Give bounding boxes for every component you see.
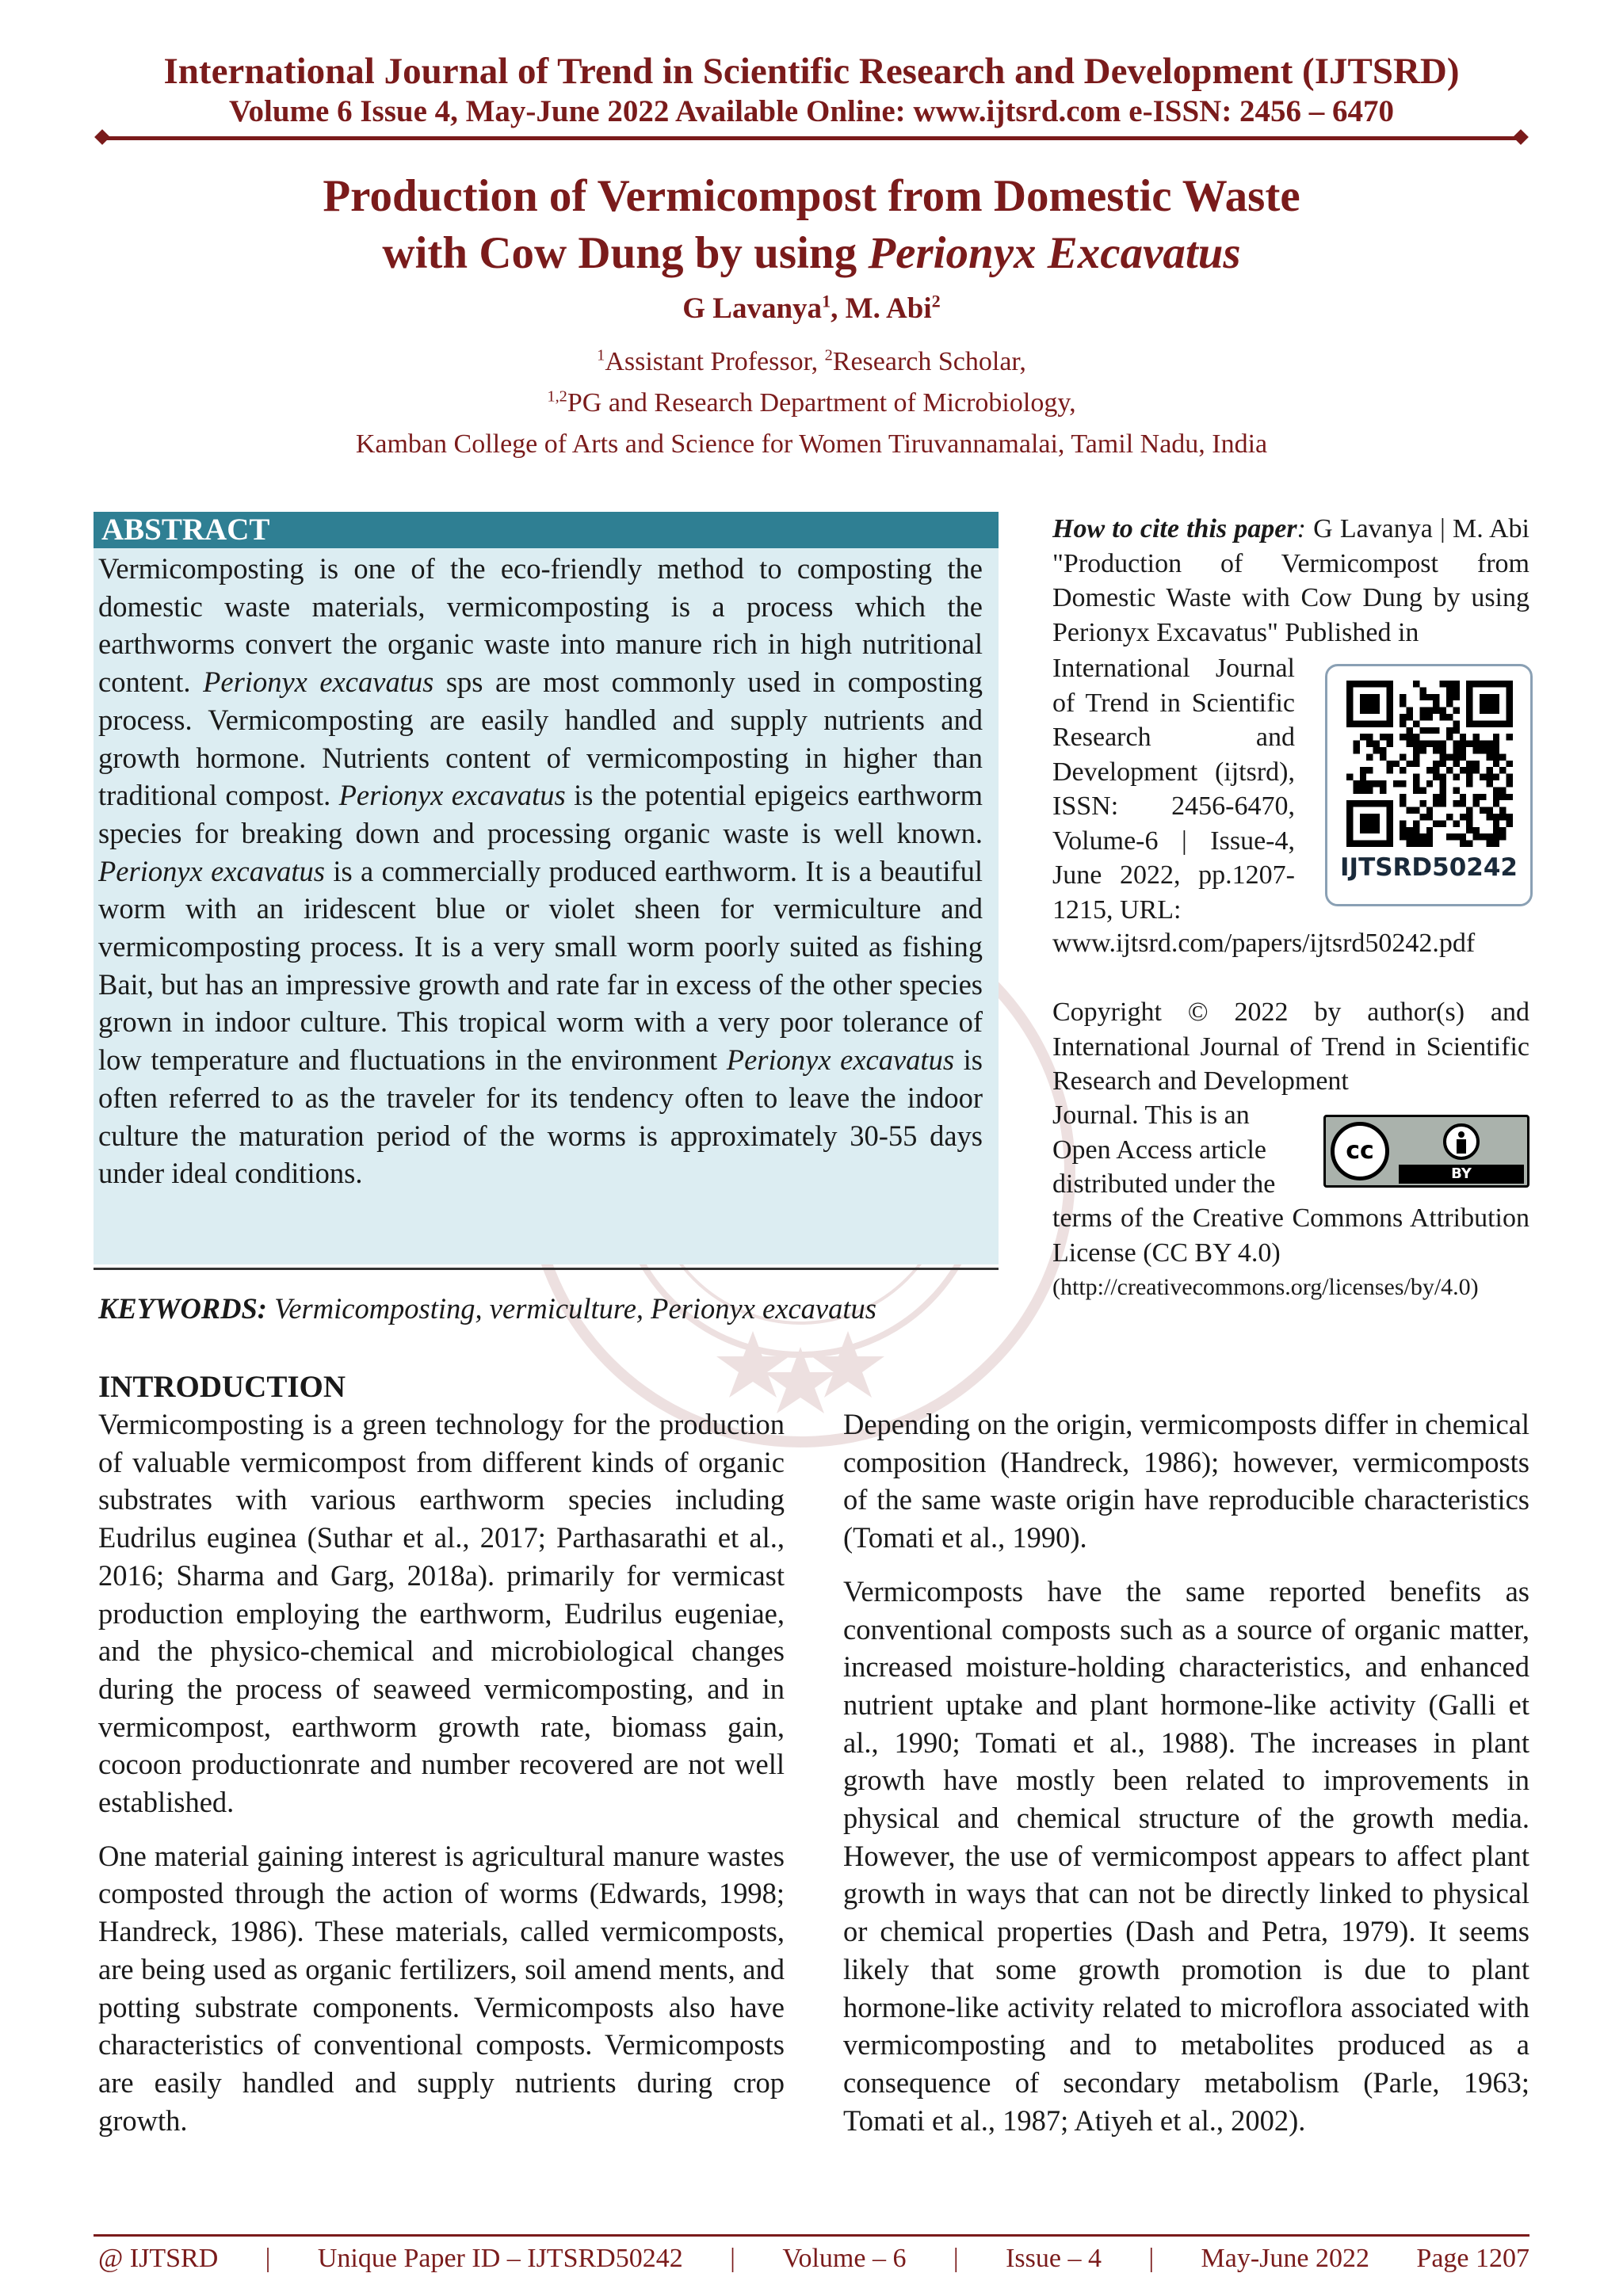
affil-department: PG and Research Department of Microbiology, (567, 388, 1076, 418)
affil-mark-2: 2 (824, 346, 833, 364)
intro-paragraph: One material gaining interest is agricultural manure wastes composted through the action of worms (Edwards, 1998; Handreck, 1986). These materials, called vermicomposts, are being used as organic fertilizers, soil amend ments, and potting substrate components. Vermicomposts also have characteristics of conventional composts. Vermicomposts are easily handled and supply nutrients during crop growth. (98, 1839, 785, 2137)
footer-sep: | (953, 2244, 959, 2273)
abstract-text-1: Vermicomposting is one of the eco-friendly method to composting the domestic waste materials, vermicomposting is a process which the earthworms convert the organic waste into manure rich in high nutritional content. (98, 552, 983, 699)
paper-title-species: Perionyx Excavatus (868, 228, 1241, 278)
author-1: G Lavanya (682, 292, 823, 325)
footer-sep: | (730, 2244, 735, 2273)
footer-sep: | (1148, 2244, 1155, 2273)
cc-icon: cc (1331, 1122, 1389, 1180)
journal-header (0, 49, 1623, 130)
footer-divider (94, 2234, 1529, 2237)
journal-issue-line: Volume 6 Issue 4, May-June 2022 Available Online: www.ijtsrd.com e-ISSN: 2456 – 6470 (228, 94, 1395, 128)
citation-intro (1052, 512, 1529, 650)
abstract-box (94, 512, 999, 1264)
author-1-affil-mark: 1 (822, 291, 831, 311)
footer-issue: Issue – 4 (1006, 2244, 1102, 2273)
author-2: M. Abi (845, 292, 932, 325)
affil-mark-1: 1 (597, 346, 605, 364)
author-line (0, 292, 1623, 326)
citation-colon: : (1296, 514, 1306, 543)
paper-title-line1: Production of Vermicompost from Domestic Waste (323, 171, 1300, 221)
qr-paper-id: IJTSRD50242 (1340, 853, 1518, 882)
qr-code-icon (1346, 681, 1513, 847)
citation-label: How to cite this paper (1052, 514, 1297, 543)
copyright-license: terms of the Creative Commons Attribution License (CC BY 4.0) (1052, 1203, 1529, 1268)
footer-paper-id: Unique Paper ID – IJTSRD50242 (317, 2244, 683, 2273)
intro-left-column (98, 1405, 785, 2155)
header-divider (103, 136, 1520, 140)
abstract-text-3: is the potential epigeics earthworm species for breaking down and processing organic waste is well known. (98, 779, 983, 849)
affiliation-line-2 (0, 388, 1623, 418)
author-2-affil-mark: 2 (931, 291, 941, 311)
abstract-text-2: sps are most commonly used in composting process. Vermicomposting are easily handled and supply nutrients and growth hormone. Nutrients content of vermicomposting in higher than traditional compost. (98, 666, 983, 812)
abstract-text-4: is a commercially produced earthworm. It is a beautiful worm with an iridescent blue or violet sheen for vermiculture and vermicomposting process. It is a very small worm poorly suited as fishing Bait, but has an impressive growth and rate far in excess of the other species grown in indoor culture. This tropical worm with a very poor tolerance of low temperature and fluctuations in the environment (98, 854, 983, 1077)
citation-url[interactable]: www.ijtsrd.com/papers/ijtsrd50242.pdf (1052, 929, 1476, 958)
copyright-open-access: Journal. This is an Open Access article distributed under the (1052, 1100, 1276, 1199)
abstract-divider (94, 1268, 999, 1270)
footer-page-number: Page 1207 (1416, 2244, 1529, 2273)
cc-by-label: BY (1399, 1165, 1524, 1184)
cc-by-license-icon[interactable] (1323, 1115, 1529, 1188)
paper-title-line2 (0, 225, 1623, 282)
abstract-species-1: Perionyx excavatus (203, 666, 434, 699)
abstract-text (94, 548, 999, 1192)
keywords-text: Vermicomposting, vermiculture, Perionyx excavatus (266, 1292, 876, 1325)
license-url[interactable]: (http://creativecommons.org/licenses/by/4.0) (1052, 1274, 1479, 1300)
abstract-species-3: Perionyx excavatus (98, 854, 325, 887)
citation-intro-text: G Lavanya | M. Abi "Production of Vermicompost from Domestic Waste with Cow Dung by using Perionyx Excavatus" Published in (1052, 514, 1529, 647)
copyright-notice: Copyright © 2022 by author(s) and International Journal of Trend in Scientific Research and Development (1052, 997, 1529, 1096)
citation-details: International Journal of Trend in Scientific Research and Development (ijtsrd), ISSN: 2456-6470, Volume-6 | Issue-4, June 2022, pp.1207-1215, URL: (1052, 654, 1295, 925)
intro-paragraph: Depending on the origin, vermicomposts differ in chemical composition (Handreck, 1986); however, vermicomposts of the same waste origin have reproducible characteristics (Tomati et al., 1990). (843, 1408, 1529, 1554)
intro-right-column (843, 1405, 1529, 2155)
intro-paragraph: Vermicomposts have the same reported benefits as conventional composts such as a source of organic matter, increased moisture-holding characteristics, and enhanced nutrient uptake and plant hormone-like activity (Galli et al., 1990; Tomati et al., 1988). The increases in plant growth have mostly been related to improvements in physical and chemical structure of the growth media. However, the use of vermicompost appears to affect plant growth in ways that can not be directly linked to physical or chemical properties (Dash and Petra, 1979). It seems likely that some growth promotion is due to plant hormone-like activity related to microflora associated with vermicomposting and to metabolites produced as a consequence of secondary metabolism (Parle, 1963; Tomati et al., 1987; Atiyeh et al., 2002). (843, 1574, 1529, 2137)
affil-role-1: Assistant Professor, (605, 347, 825, 376)
abstract-species-4: Perionyx excavatus (726, 1043, 955, 1077)
intro-paragraph: Vermicomposting is a green technology for the production of valuable vermicompost from different kinds of organic substrates with various earthworm species including Eudrilus euginea (Suthar et al., 2017; Parthasarathi et al., 2016; Sharma and Garg, 2018a). primarily for vermicast production employing the earthworm, Eudrilus eugeniae, and the physico-chemical and microbiological changes during the process of seaweed vermicomposting, and in vermicompost, earthworm growth rate, biomass gain, cocoon productionrate and number recovered are not well established. (98, 1408, 785, 1819)
journal-name: International Journal of Trend in Scientific Research and Development (IJTSRD) (163, 51, 1460, 92)
abstract-species-2: Perionyx excavatus (338, 779, 566, 812)
page-footer (98, 2244, 1529, 2274)
keywords-label: KEYWORDS: (98, 1292, 267, 1325)
paper-title-line2-plain: with Cow Dung by using (382, 228, 869, 278)
paper-title (0, 168, 1623, 282)
qr-code-badge (1325, 664, 1533, 906)
footer-volume: Volume – 6 (782, 2244, 907, 2273)
author-separator: , (831, 292, 846, 325)
abstract-text-5: is often referred to as the traveler for its tendency often to leave the indoor culture the maturation period of the worms is approximately 30-55 days under ideal conditions. (98, 1043, 983, 1190)
keywords (98, 1291, 1018, 1325)
footer-date: May-June 2022 (1201, 2244, 1370, 2273)
affil-role-2: Research Scholar, (832, 347, 1026, 376)
introduction-heading: INTRODUCTION (98, 1370, 346, 1404)
footer-journal: @ IJTSRD (98, 2244, 219, 2273)
abstract-heading: ABSTRACT (94, 512, 999, 548)
affiliation-line-1 (0, 347, 1623, 377)
affil-mark-12: 1,2 (547, 387, 567, 406)
footer-sep: | (265, 2244, 271, 2273)
attribution-person-icon (1443, 1123, 1480, 1160)
affiliation-line-3: Kamban College of Arts and Science for Women Tiruvannamalai, Tamil Nadu, India (355, 429, 1268, 459)
